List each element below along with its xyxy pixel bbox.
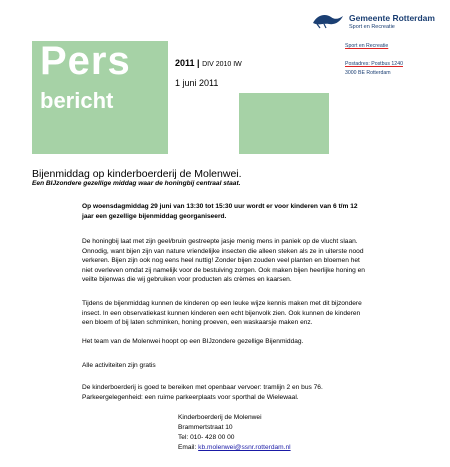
org-department: Sport en Recreatie <box>349 24 395 30</box>
article-title: Bijenmiddag op kinderboerderij de Molenwei. <box>32 168 242 180</box>
address-email-link[interactable]: kb.molenwei@ssnr.rotterdam.nl <box>198 444 291 451</box>
paragraph-free <box>82 361 427 371</box>
paragraph-line: verkeren. Bijen zijn ook nog eens heel nuttig! Zonder bijen zouden veel planten en bloemen het <box>82 257 360 265</box>
paragraph-line: niet overleven omdat zij namelijk voor de bestuiving zorgen. Ook maken bijen heerlijke honing en <box>82 266 365 274</box>
address-phone: Tel: 010- 428 00 00 <box>178 434 235 441</box>
address-street: Brammertstraat 10 <box>178 424 233 431</box>
press-reference <box>175 59 242 68</box>
press-date: 1 juni 2011 <box>175 78 219 88</box>
paragraph-line: Het team van de Molenwei hoopt op een BIJzondere gezellige Bijenmiddag. <box>82 338 304 345</box>
paragraph-team <box>82 337 427 347</box>
press-word-bericht: bericht <box>40 88 114 113</box>
press-separator: | <box>197 58 200 68</box>
paragraph-line: insect. In een observatiekast kunnen kinderen een echt bijenvolk zien. Ook kunnen de kinderen <box>82 309 361 317</box>
address-name: Kinderboerderij de Molenwei <box>178 414 262 421</box>
address-email-line <box>178 443 291 453</box>
address-email-label: Email: <box>178 444 199 451</box>
paragraph-directions <box>82 383 427 402</box>
paragraph-line: De kinderboerderij is goed te bereiken met openbaar vervoer: tramlijn 2 en bus 76. <box>82 384 323 391</box>
paragraph-line: Alle activiteiten zijn gratis <box>82 362 156 369</box>
article-subtitle: Een BIJzondere gezellige middag waar de honingbij centraal staat. <box>32 180 241 187</box>
paragraph-line: veilte bijenwas die wij gebruiken voor producten als crèmes en kaarsen. <box>82 276 292 284</box>
paragraph-line: De honingbij laat met zijn geel/bruin gestreepte jasje menig mens in paniek op de vlucht slaan. <box>82 238 358 245</box>
org-name: Gemeente Rotterdam <box>349 13 435 23</box>
paragraph-line: een bloem of bij laten schminken, honing proeven, een waskaarsje maken enz. <box>82 319 313 327</box>
paragraph-line: Onnodig, want bijen zijn van nature vriendelijke insecten die alleen steken als ze in uiterste nood <box>82 247 364 255</box>
paragraph-line: Tijdens de bijenmiddag kunnen de kinderen op een leuke wijze kennis maken met dit bijzondere <box>82 300 362 307</box>
contact-department: Sport en Recreatie <box>345 43 389 49</box>
paragraph-line: Op woensdagmiddag 29 juni van 13:30 tot 15:30 uur wordt er voor kinderen van 6 t/m 12 <box>82 203 358 210</box>
address-block <box>178 413 291 453</box>
paragraph-activities <box>82 299 427 328</box>
gemeente-rotterdam-logo <box>311 9 441 33</box>
rotterdam-lion-emblem-icon <box>311 11 345 29</box>
paragraph-line: Parkeergelegenheid: een ruime parkeerplaats voor sporthal de Wielewaal. <box>82 393 299 401</box>
postal-city: 3000 BE Rotterdam <box>345 70 391 76</box>
paragraph-intro <box>82 202 427 221</box>
paragraph-line: jaar een gezellige bijenmiddag georganiseerd. <box>82 212 227 220</box>
postal-address: Postadres: Postbus 1240 <box>345 61 403 67</box>
press-block-accent <box>239 93 329 154</box>
press-reference-code: DIV 2010 IW <box>202 61 242 68</box>
press-year: 2011 <box>175 58 195 68</box>
press-word-pers: Pers <box>40 39 131 83</box>
paragraph-honeybee <box>82 237 427 285</box>
